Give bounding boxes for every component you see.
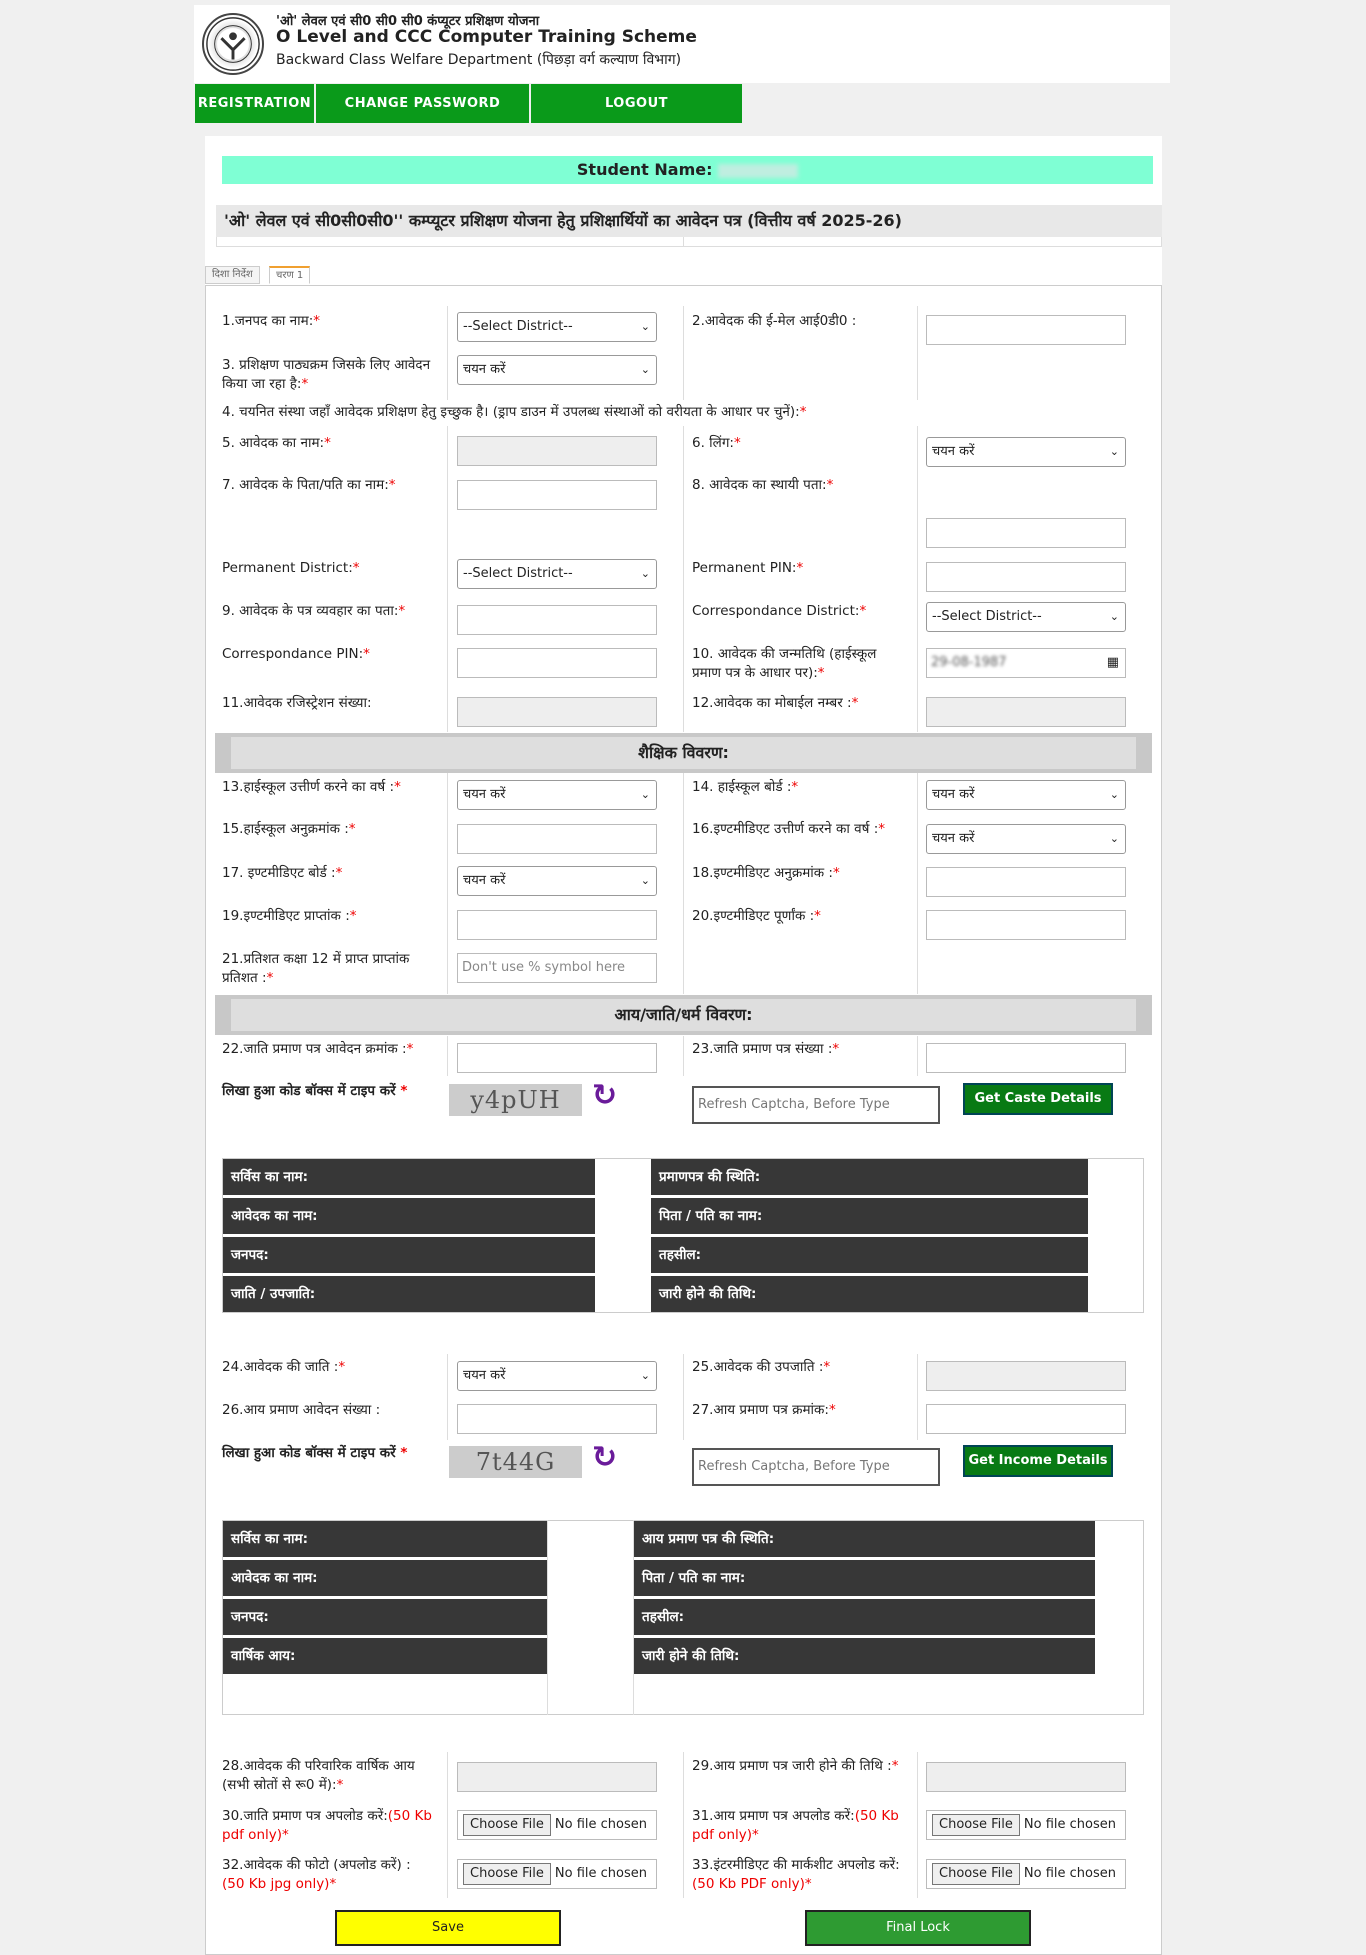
divider	[447, 772, 448, 994]
hs-year-select[interactable]: चयन करें ⌄	[457, 780, 657, 810]
marksheet-upload-label: 33.इंटरमीडिएट की मार्कशीट अपलोड करें: (50 Kb PDF only)*	[692, 1857, 900, 1892]
inter-total-label: 20.इण्टमीडिएट पूर्णांक :*	[692, 908, 821, 924]
divider	[447, 1752, 448, 1898]
chevron-down-icon: ⌄	[640, 567, 650, 580]
scheme-hindi-title: 'ओ' लेवल एवं सी0 सी0 सी0 कंप्यूटर प्रशिक्षण योजना	[276, 14, 540, 29]
student-name-value	[718, 164, 798, 178]
final-lock-button[interactable]: Final Lock	[805, 1910, 1031, 1946]
captcha-image: y4pUH	[449, 1084, 582, 1116]
inter-board-select[interactable]: चयन करें ⌄	[457, 866, 657, 896]
caste-upload-label: 30.जाति प्रमाण पत्र अपलोड करें:(50 Kb pdf only)*	[222, 1808, 432, 1843]
divider	[447, 1036, 448, 1076]
gender-label: 6. लिंग:*	[692, 435, 741, 451]
divider	[447, 1354, 448, 1440]
captcha-image-2: 7t44G	[449, 1446, 582, 1478]
email-label: 2.आवेदक की ई-मेल आई0डी0 :	[692, 313, 857, 329]
divider	[917, 772, 918, 994]
income-upload-label: 31.आय प्रमाण पत्र अपलोड करें:(50 Kb pdf only)*	[692, 1808, 899, 1843]
hs-year-label: 13.हाईस्कूल उत्तीर्ण करने का वर्ष :*	[222, 779, 401, 795]
divider	[547, 1520, 548, 1715]
income-father-label: पिता / पति का नाम:	[634, 1560, 1095, 1596]
corr-district-label: Correspondance District:*	[692, 603, 867, 619]
divider	[917, 1752, 918, 1898]
corr-district-select[interactable]: --Select District-- ⌄	[926, 602, 1126, 632]
get-caste-details-button[interactable]: Get Caste Details	[963, 1083, 1113, 1115]
state-emblem-icon	[202, 13, 264, 75]
father-name-field[interactable]	[457, 480, 657, 510]
inter-roll-field[interactable]	[926, 867, 1126, 897]
gender-select[interactable]: चयन करें ⌄	[926, 437, 1126, 467]
inter-board-label: 17. इण्टमीडिएट बोर्ड :*	[222, 865, 343, 881]
income-app-label: 26.आय प्रमाण आवेदन संख्या :	[222, 1402, 381, 1418]
get-income-details-button[interactable]: Get Income Details	[963, 1445, 1113, 1477]
caste-applicant-label: आवेदक का नाम:	[223, 1198, 595, 1234]
divider	[683, 1752, 684, 1898]
divider	[683, 237, 684, 247]
corr-address-field[interactable]	[457, 605, 657, 635]
course-label: 3. प्रशिक्षण पाठ्यक्रम जिसके लिए आवेदन किया जा रहा है:*	[222, 357, 431, 392]
student-name-bar	[222, 156, 1153, 184]
captcha-input-2[interactable]: Refresh Captcha, Before Type	[692, 1448, 940, 1486]
caste-caste-label: जाति / उपजाति:	[223, 1276, 595, 1312]
permanent-address-label: 8. आवेदक का स्थायी पता:*	[692, 477, 834, 493]
applicant-name-field[interactable]	[457, 436, 657, 466]
chevron-down-icon: ⌄	[1109, 832, 1119, 845]
hs-board-select[interactable]: चयन करें ⌄	[926, 780, 1126, 810]
income-upload-input[interactable]: Choose File No file chosen	[926, 1810, 1126, 1840]
income-status-label: आय प्रमाण पत्र की स्थिति:	[634, 1521, 1095, 1557]
mobile-label: 12.आवेदक का मोबाईल नम्बर :*	[692, 695, 859, 711]
tab-instructions[interactable]: दिशा निर्देश	[205, 266, 260, 284]
caste-select[interactable]: चयन करें ⌄	[457, 1361, 657, 1391]
chevron-down-icon: ⌄	[640, 320, 650, 333]
income-cert-label: 27.आय प्रमाण पत्र क्रमांक:*	[692, 1402, 836, 1418]
chevron-down-icon: ⌄	[1109, 610, 1119, 623]
chevron-down-icon: ⌄	[1109, 445, 1119, 458]
caste-district-label: जनपद:	[223, 1237, 595, 1273]
email-field[interactable]	[926, 315, 1126, 345]
calendar-icon: ▦	[1106, 655, 1119, 670]
hs-board-label: 14. हाईस्कूल बोर्ड :*	[692, 779, 799, 795]
site-header	[194, 5, 1170, 83]
course-select[interactable]: चयन करें ⌄	[457, 355, 657, 385]
tab-step-1[interactable]: चरण 1	[269, 266, 310, 284]
income-applicant-label: आवेदक का नाम:	[223, 1560, 547, 1596]
chevron-down-icon: ⌄	[640, 874, 650, 887]
caste-app-label: 22.जाति प्रमाण पत्र आवेदन क्रमांक :*	[222, 1041, 414, 1057]
percentage-field[interactable]: Don't use % symbol here	[457, 953, 657, 983]
income-issue-date-label: 29.आय प्रमाण पत्र जारी होने की तिथि :*	[692, 1758, 899, 1774]
chevron-down-icon: ⌄	[640, 1369, 650, 1382]
refresh-captcha-icon[interactable]: ↻	[592, 1440, 618, 1475]
scheme-title: O Level and CCC Computer Training Scheme	[276, 27, 697, 47]
permanent-address-field[interactable]	[926, 518, 1126, 548]
nav-registration[interactable]: REGISTRATION	[195, 84, 314, 123]
family-income-label: 28.आवेदक की परिवारिक वार्षिक आय (सभी स्रोतों से रू0 में):*	[222, 1758, 415, 1793]
nav-logout[interactable]: LOGOUT	[531, 84, 742, 123]
photo-upload-input[interactable]: Choose File No file chosen	[457, 1859, 657, 1889]
dob-label: 10. आवेदक की जन्मतिथि (हाईस्कूल प्रमाण पत्र के आधार पर):*	[692, 646, 877, 681]
nav-change-password[interactable]: CHANGE PASSWORD	[316, 84, 529, 123]
caste-cert-label: 23.जाति प्रमाण पत्र संख्या :*	[692, 1041, 840, 1057]
subcaste-label: 25.आवेदक की उपजाति :*	[692, 1359, 831, 1375]
divider	[683, 1036, 684, 1076]
caste-father-label: पिता / पति का नाम:	[651, 1198, 1088, 1234]
inter-year-select[interactable]: चयन करें ⌄	[926, 824, 1126, 854]
divider	[917, 1354, 918, 1440]
captcha-label-2: लिखा हुआ कोड बॉक्स में टाइप करें *	[222, 1445, 408, 1461]
family-income-field[interactable]	[457, 1762, 657, 1792]
student-name-label: Student Name:	[576, 160, 713, 179]
education-section-header: शैक्षिक विवरण:	[215, 733, 1152, 773]
mobile-field[interactable]	[926, 697, 1126, 727]
permanent-district-label: Permanent District:*	[222, 560, 360, 576]
income-annual-label: वार्षिक आय:	[223, 1638, 547, 1674]
income-app-field[interactable]	[457, 1404, 657, 1434]
divider	[683, 306, 684, 732]
caste-label: 24.आवेदक की जाति :*	[222, 1359, 346, 1375]
marksheet-upload-input[interactable]: Choose File No file chosen	[926, 1859, 1126, 1889]
income-issue-label: जारी होने की तिथि:	[634, 1638, 1095, 1674]
corr-address-label: 9. आवेदक के पत्र व्यवहार का पता:*	[222, 603, 406, 619]
save-button[interactable]: Save	[335, 1910, 561, 1946]
inter-marks-label: 19.इण्टमीडिएट प्राप्तांक :*	[222, 908, 357, 924]
caste-issue-label: जारी होने की तिथि:	[651, 1276, 1088, 1312]
chevron-down-icon: ⌄	[1109, 788, 1119, 801]
divider	[683, 772, 684, 994]
permanent-pin-label: Permanent PIN:*	[692, 560, 804, 576]
district-label: 1.जनपद का नाम:*	[222, 313, 321, 329]
corr-pin-label: Correspondance PIN:*	[222, 646, 370, 662]
applicant-name-label: 5. आवेदक का नाम:*	[222, 435, 331, 451]
refresh-captcha-icon[interactable]: ↻	[592, 1078, 618, 1113]
divider	[683, 1354, 684, 1440]
inter-total-field[interactable]	[926, 910, 1126, 940]
form-title: 'ओ' लेवल एवं सी0सी0सी0'' कम्प्यूटर प्रशिक्षण योजना हेतु प्रशिक्षार्थियों का आवेदन पत्र (वित्तीय वर्ष 2025-26)	[216, 205, 1162, 237]
caste-cert-field[interactable]	[926, 1043, 1126, 1073]
subcaste-field[interactable]	[926, 1361, 1126, 1391]
caste-app-field[interactable]	[457, 1043, 657, 1073]
income-service-label: सर्विस का नाम:	[223, 1521, 547, 1557]
caste-status-label: प्रमाणपत्र की स्थिति:	[651, 1159, 1088, 1195]
registration-number-label: 11.आवेदक रजिस्ट्रेशन संख्या:	[222, 695, 372, 711]
institute-label: 4. चयनित संस्था जहाँ आवेदक प्रशिक्षण हेतु इच्छुक है। (ड्राप डाउन में उपलब्ध संस्थाओं को वरीयता के आधार पर चुनें):*	[222, 404, 807, 420]
corr-pin-field[interactable]	[457, 648, 657, 678]
income-section-header: आय/जाति/धर्म विवरण:	[215, 995, 1152, 1035]
divider	[917, 306, 918, 732]
title-divider	[216, 237, 1162, 247]
inter-year-label: 16.इण्टमीडिएट उत्तीर्ण करने का वर्ष :*	[692, 821, 886, 837]
caste-tehsil-label: तहसील:	[651, 1237, 1088, 1273]
divider	[917, 1036, 918, 1076]
district-select[interactable]: --Select District-- ⌄	[457, 312, 657, 342]
inter-roll-label: 18.इण्टमीडिएट अनुक्रमांक :*	[692, 865, 840, 881]
dob-field[interactable]: 29-08-1987 ▦	[926, 648, 1126, 678]
caste-service-label: सर्विस का नाम:	[223, 1159, 595, 1195]
captcha-label: लिखा हुआ कोड बॉक्स में टाइप करें *	[222, 1083, 408, 1099]
chevron-down-icon: ⌄	[640, 788, 650, 801]
permanent-district-select[interactable]: --Select District-- ⌄	[457, 559, 657, 589]
department-name: Backward Class Welfare Department (पिछड़ा वर्ग कल्याण विभाग)	[276, 52, 682, 68]
caste-upload-input[interactable]: Choose File No file chosen	[457, 1810, 657, 1840]
percentage-label: 21.प्रतिशत कक्षा 12 में प्राप्त प्राप्तांक प्रतिशत :*	[222, 951, 410, 986]
photo-upload-label: 32.आवेदक की फोटो (अपलोड करें) : (50 Kb jpg only)*	[222, 1857, 411, 1892]
hs-roll-label: 15.हाईस्कूल अनुक्रमांक :*	[222, 821, 356, 837]
permanent-pin-field[interactable]	[926, 562, 1126, 592]
hs-roll-field[interactable]	[457, 824, 657, 854]
father-name-label: 7. आवेदक के पिता/पति का नाम:*	[222, 477, 396, 493]
income-cert-field[interactable]	[926, 1404, 1126, 1434]
chevron-down-icon: ⌄	[640, 363, 650, 376]
income-issue-date-field[interactable]	[926, 1762, 1126, 1792]
captcha-input[interactable]: Refresh Captcha, Before Type	[692, 1086, 940, 1124]
income-district-label: जनपद:	[223, 1599, 547, 1635]
income-tehsil-label: तहसील:	[634, 1599, 1095, 1635]
inter-marks-field[interactable]	[457, 910, 657, 940]
divider	[447, 306, 448, 732]
registration-number-field[interactable]	[457, 697, 657, 727]
